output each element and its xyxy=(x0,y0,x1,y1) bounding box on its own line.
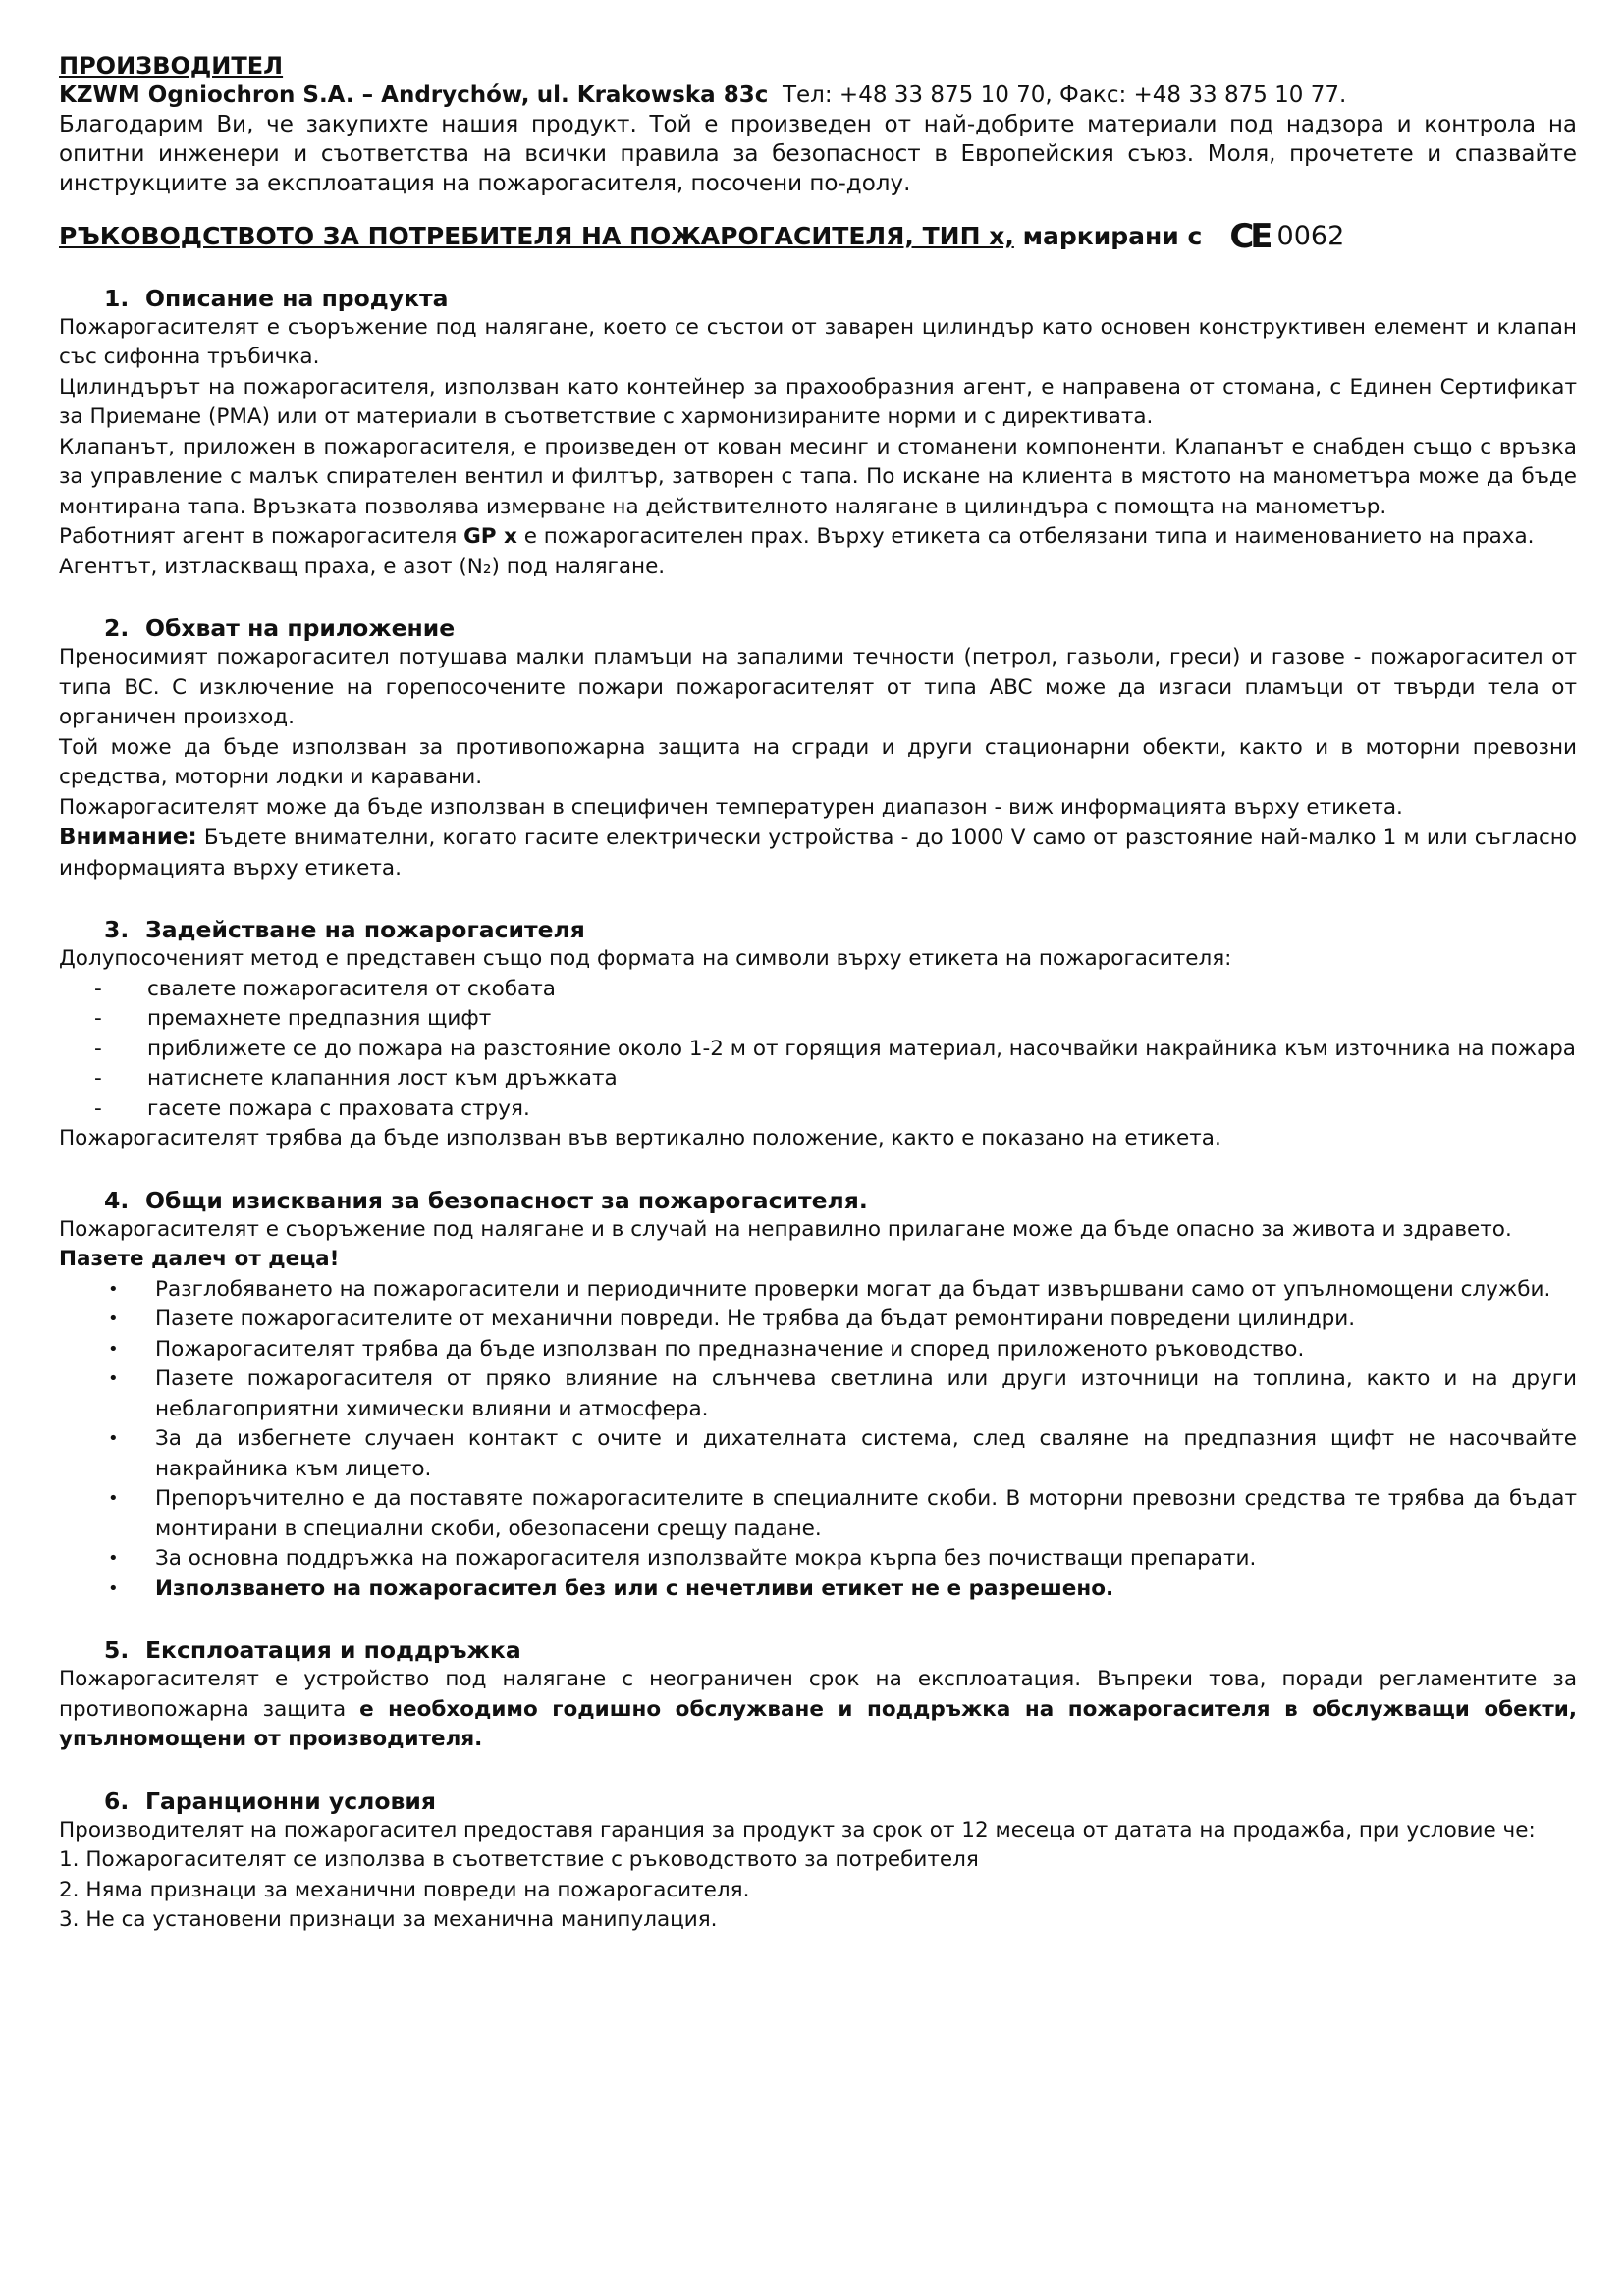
bullet-marker: • xyxy=(108,1577,119,1599)
condition-item: 2. Няма признаци за механични повреди на пожарогасителя. xyxy=(59,1877,750,1902)
warning-paragraph xyxy=(59,823,1577,883)
paragraph: Пожарогасителят е съоръжение под налягане и в случай на неправилно прилагане може да бъде опасно за живота и здравето. xyxy=(59,1216,1512,1242)
paragraph: Преносимият пожарогасител потушава малки пламъци на запалими течности (петрол, газьоли, греси) и газове - пожарогасител от типа BC. С изключение на горепосочените пожари пожарогасителят от типа ABC може да изгаси пламъци от твърди тела от органичен произход. xyxy=(59,645,1577,729)
dash-marker: - xyxy=(94,1036,102,1061)
list-item-text: Разглобяването на пожарогасители и периодичните проверки могат да бъдат извършвани само от упълномощени служби. xyxy=(155,1276,1551,1302)
bullet-marker: • xyxy=(108,1338,119,1360)
section-2-heading xyxy=(59,614,1577,643)
paragraph: Агентът, изтласкващ праха, е азот (N₂) под налягане. xyxy=(59,554,666,579)
condition-item: 3. Не са установени признаци за механична манипулация. xyxy=(59,1907,718,1932)
list-item-text: свалете пожарогасителя от скобата xyxy=(147,976,556,1001)
section-6-heading xyxy=(59,1787,1577,1816)
list-item xyxy=(59,1035,1577,1065)
section-title: Обхват на приложение xyxy=(145,614,456,642)
list-item xyxy=(59,1305,1577,1335)
paragraph xyxy=(59,522,1577,553)
section-1-heading xyxy=(59,284,1577,313)
bullet-marker: • xyxy=(108,1428,119,1449)
paragraph: Пожарогасителят е съоръжение под налягане, което се състои от заварен цилиндър като основен конструктивен елемент и клапан със сифонна тръбичка. xyxy=(59,314,1577,369)
paragraph: Пожарогасителят може да бъде използван в специфичен температурен диапазон - виж информацията върху етикета. xyxy=(59,794,1403,820)
list-item xyxy=(59,1335,1577,1365)
manual-title-text: РЪКОВОДСТВОТО ЗА ПОТРЕБИТЕЛЯ НА ПОЖАРОГАСИТЕЛЯ, ТИП x, xyxy=(59,222,1014,250)
list-item-text: За основна поддръжка на пожарогасителя използвайте мокра кърпа без почистващи препарати. xyxy=(155,1546,1257,1571)
list-item xyxy=(59,1004,1577,1035)
list-item-text: Пазете пожарогасителя от пряко влияние на слънчева светлина или други източници на топлина, както и на други неблагоприятни химически влияни и атмосфера. xyxy=(155,1366,1577,1421)
list-item-text: Пазете пожарогасителите от механични повреди. Не трябва да бъдат ремонтирани повредени цилиндри. xyxy=(155,1307,1356,1331)
text: Работният агент в пожарогасителя xyxy=(59,524,458,549)
manual-title-marked: маркирани с xyxy=(1022,222,1203,250)
condition-item: 1. Пожарогасителят се използва в съответствие с ръководството за потребителя xyxy=(59,1847,979,1872)
list-item xyxy=(59,1484,1577,1544)
list-item-text: Пожарогасителят трябва да бъде използван по предназначение и според приложеното ръководство. xyxy=(155,1336,1305,1362)
list-item-text: натиснете клапанния лост към дръжката xyxy=(147,1066,618,1091)
bullet-marker: • xyxy=(108,1548,119,1569)
list-item xyxy=(59,975,1577,1005)
phone-fax: Тел: +48 33 875 10 70, Факс: +48 33 875 10 77. xyxy=(782,82,1347,108)
paragraph xyxy=(59,1665,1577,1755)
dash-marker: - xyxy=(94,1095,102,1121)
list-item-text: гасете пожара с праховата струя. xyxy=(147,1095,530,1121)
section-3-heading xyxy=(59,915,1577,944)
section-number: 4. xyxy=(104,1186,130,1214)
text: е пожарогасителен прах. Върху етикета са отбелязани типа и наименованието на праха. xyxy=(523,524,1535,549)
manual-title xyxy=(59,217,1577,256)
warning-text: Бъдете внимателни, когато гасите електрически устройства - до 1000 V само от разстояние най-малко 1 м или съгласно информацията върху етикета. xyxy=(59,826,1577,881)
list-item-text: Използването на пожарогасител без или с нечетливи етикет не е разрешено. xyxy=(155,1575,1114,1601)
section-title: Експлоатация и поддръжка xyxy=(145,1636,521,1664)
list-item-text: приближете се до пожара на разстояние около 1-2 м от горящия материал, насочвайки накрайника към източника на пожара xyxy=(147,1036,1576,1061)
section-title: Общи изисквания за безопасност за пожарогасителя. xyxy=(145,1186,868,1214)
warning-label: Внимание: xyxy=(59,825,197,850)
paragraph: Той може да бъде използван за противопожарна защита на сгради и други стационарни обекти, както и в моторни превозни средства, моторни лодки и каравани. xyxy=(59,734,1577,789)
section-5-heading xyxy=(59,1635,1577,1665)
manufacturer-address xyxy=(59,80,1577,110)
section-title: Описание на продукта xyxy=(145,284,449,312)
paragraph: Пожарогасителят трябва да бъде използван във вертикално положение, както е показано на етикета. xyxy=(59,1126,1221,1150)
section-number: 3. xyxy=(104,916,130,943)
bullet-marker: • xyxy=(108,1308,119,1329)
intro-paragraph: Благодарим Ви, че закупихте нашия продукт. Той е произведен от най-добрите материали под надзора и контрола на опитни инженери и съответства на всички правила за безопасност в Европейския съюз. Моля, прочетете и спазвайте инструкциите за експлоатация на пожарогасителя, посочени по-долу. xyxy=(59,112,1577,196)
manufacturer-heading: ПРОИЗВОДИТЕЛ xyxy=(59,52,284,80)
paragraph: Долупосоченият метод е представен също под формата на символи върху етикета на пожарогасителя: xyxy=(59,946,1232,971)
list-item xyxy=(59,1095,1577,1125)
street-address: ul. Krakowska 83c xyxy=(536,82,769,108)
list-item xyxy=(59,1424,1577,1484)
dash-marker: - xyxy=(94,1066,102,1091)
text-emphasis: е необходимо годишно обслужване и поддръжка на пожарогасителя в обслужващи обекти, упълномощени от производителя. xyxy=(59,1696,1577,1751)
agent-type: GP x xyxy=(463,524,517,549)
section-number: 1. xyxy=(104,284,130,312)
list-item-text: премахнете предпазния щифт xyxy=(147,1006,492,1031)
bullet-marker: • xyxy=(108,1278,119,1300)
list-item xyxy=(59,1364,1577,1424)
section-title: Задействане на пожарогасителя xyxy=(145,916,585,943)
notified-body-number: 0062 xyxy=(1276,221,1345,251)
child-warning: Пазете далеч от деца! xyxy=(59,1247,340,1271)
section-number: 6. xyxy=(104,1787,130,1815)
document-page xyxy=(59,51,1577,1936)
company-name: KZWM Ogniochron S.A. – Andrychów, xyxy=(59,82,530,108)
list-item xyxy=(59,1064,1577,1095)
section-number: 2. xyxy=(104,614,130,642)
paragraph: Цилиндърът на пожарогасителя, използван като контейнер за прахообразния агент, е направена от стомана, с Единен Сертификат за Приемане (PMA) или от материали в съответствие с хармонизираните норми и с директивата. xyxy=(59,374,1577,429)
dash-marker: - xyxy=(94,1006,102,1031)
bullet-marker: • xyxy=(108,1488,119,1509)
list-item xyxy=(59,1275,1577,1306)
dash-marker: - xyxy=(94,976,102,1001)
section-4-heading xyxy=(59,1186,1577,1215)
section-number: 5. xyxy=(104,1636,130,1664)
paragraph: Производителят на пожарогасител предоставя гаранция за продукт за срок от 12 месеца от датата на продажба, при условие че: xyxy=(59,1817,1536,1842)
list-item-text: За да избегнете случаен контакт с очите и дихателната система, след сваляне на предпазния щифт не насочвайте накрайника към лицето. xyxy=(155,1426,1577,1481)
text: Пожарогасителят е устройство под налягане с неограничен срок на експлоатация. Въпреки това, поради регламентите за противопожарна защита xyxy=(59,1667,1577,1722)
list-item xyxy=(59,1575,1577,1605)
list-item-text: Препоръчително е да поставяте пожарогасителите в специалните скоби. В моторни превозни средства те трябва да бъдат монтирани в специални скоби, обезопасени срещу падане. xyxy=(155,1486,1577,1541)
ce-mark-icon: CE xyxy=(1229,217,1270,256)
list-item xyxy=(59,1544,1577,1575)
paragraph: Клапанът, приложен в пожарогасителя, е произведен от кован месинг и стоманени компоненти. Клапанът е снабден също с връзка за управление с малък спирателен вентил и филтър, затворен с тапа. По искане на клиента в мястото на манометъра може да бъде монтирана тапа. Връзката позволява измерване на действителното налягане в цилиндъра с помощта на манометър. xyxy=(59,434,1577,519)
section-title: Гаранционни условия xyxy=(145,1787,436,1815)
bullet-marker: • xyxy=(108,1368,119,1389)
